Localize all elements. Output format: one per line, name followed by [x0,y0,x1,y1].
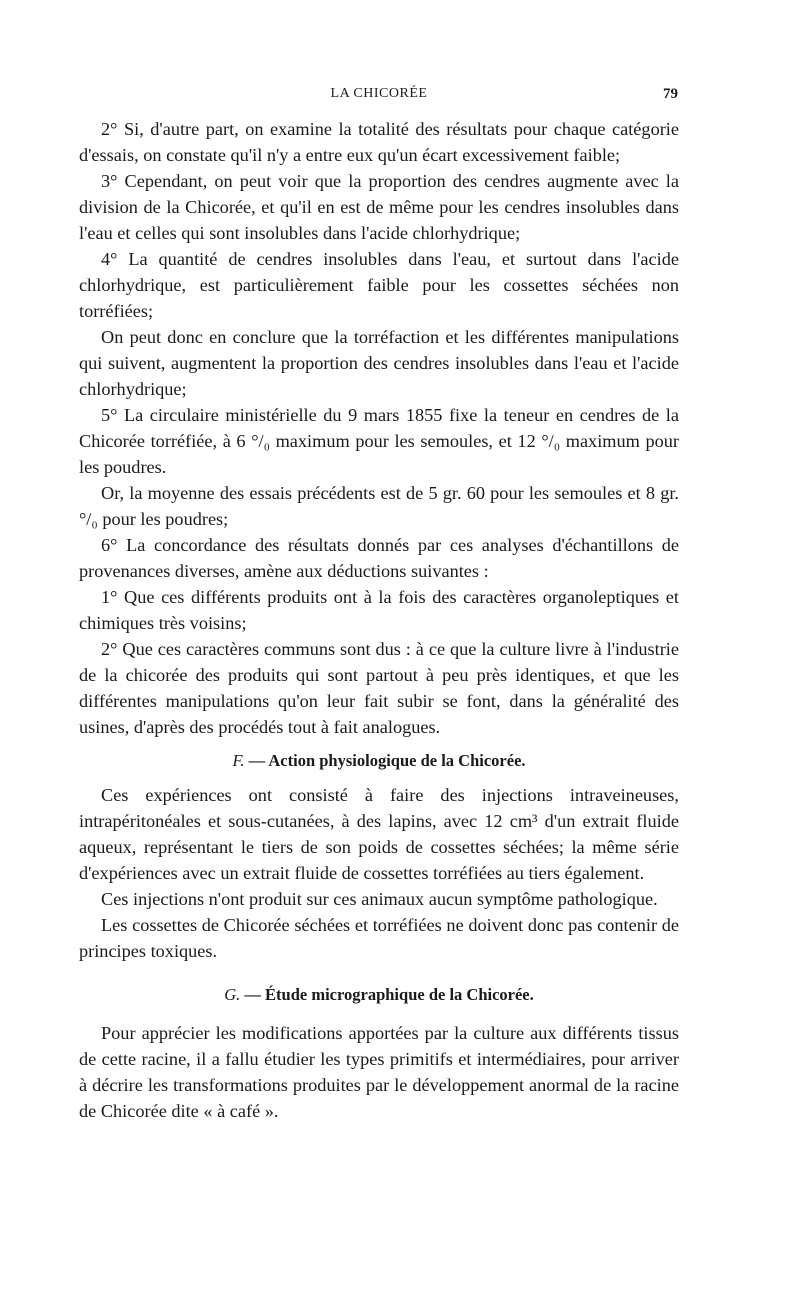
paragraph: 4° La quantité de cendres insolubles dans l'eau, et surtout dans l'acide chlorhydrique, est particulièrement faible pour les cossettes séchées non torréfiées; [79,249,679,321]
paragraph: 2° Si, d'autre part, on examine la totalité des résultats pour chaque catégorie d'essais, on constate qu'il n'y a entre eux qu'un écart excessivement faible; [79,119,679,165]
paragraph: Ces injections n'ont produit sur ces animaux aucun symptôme pathologique. [101,889,658,909]
paragraph: Pour apprécier les modifications apportées par la culture aux différents tissus de cette racine, il a fallu étudier les types primitifs et intermédiaires, pour arriver à décrire les transformations produites par le développement anormal de la racine de Chicorée dite « à café ». [79,1023,679,1121]
paragraph: 2° Que ces caractères communs sont dus : à ce que la culture livre à l'industrie de la chicorée des produits qui sont partout à peu près identiques, et que les différentes manipulations qu'on leur fait subir se font, dans la généralité des usines, d'après des procédés tout à fait analogues. [79,639,679,737]
paragraph: Les cossettes de Chicorée séchées et torréfiées ne doivent donc pas contenir de principes toxiques. [79,915,679,961]
paragraph: 5° La circulaire ministérielle du 9 mars 1855 fixe la teneur en cendres de la Chicorée torréfiée, à 6 °/₀ maximum pour les semoules, et 12 °/₀ maximum pour les poudres. [79,405,679,477]
section-title: — Action physiologique de la Chicorée. [248,751,526,770]
paragraph: 6° La concordance des résultats donnés par ces analyses d'échantillons de provenances diverses, amène aux déductions suivantes : [79,535,679,581]
page-body [79,116,679,1124]
page-number: 79 [663,86,678,102]
running-title: LA CHICORÉE [330,86,428,101]
paragraph: Or, la moyenne des essais précédents est de 5 gr. 60 pour les semoules et 8 gr. °/₀ pour les poudres; [79,483,679,529]
paragraph: Ces expériences ont consisté à faire des injections intraveineuses, intrapéritonéales et sous-cutanées, à des lapins, avec 12 cm³ d'un extrait fluide aqueux, représentant le tiers de son poids de cossettes séchées; la même série d'expériences avec un extrait fluide de cossettes torréfiées au tiers également. [79,785,679,883]
section-letter: F. [232,751,245,770]
page-header [80,86,678,110]
paragraph: 3° Cependant, on peut voir que la proportion des cendres augmente avec la division de la Chicorée, et qu'il en est de même pour les cendres insolubles dans l'eau et celles qui sont insolubles dans l'acide chlorhydrique; [79,171,679,243]
paragraph: On peut donc en conclure que la torréfaction et les différentes manipulations qui suivent, augmentent la proportion des cendres insolubles dans l'eau et l'acide chlorhydrique; [79,327,679,399]
section-title: — Étude micrographique de la Chicorée. [244,985,534,1004]
paragraph: 1° Que ces différents produits ont à la fois des caractères organoleptiques et chimiques très voisins; [79,587,679,633]
section-letter: G. [224,985,241,1004]
section-heading-g [79,982,679,1008]
section-heading-f [79,748,679,774]
